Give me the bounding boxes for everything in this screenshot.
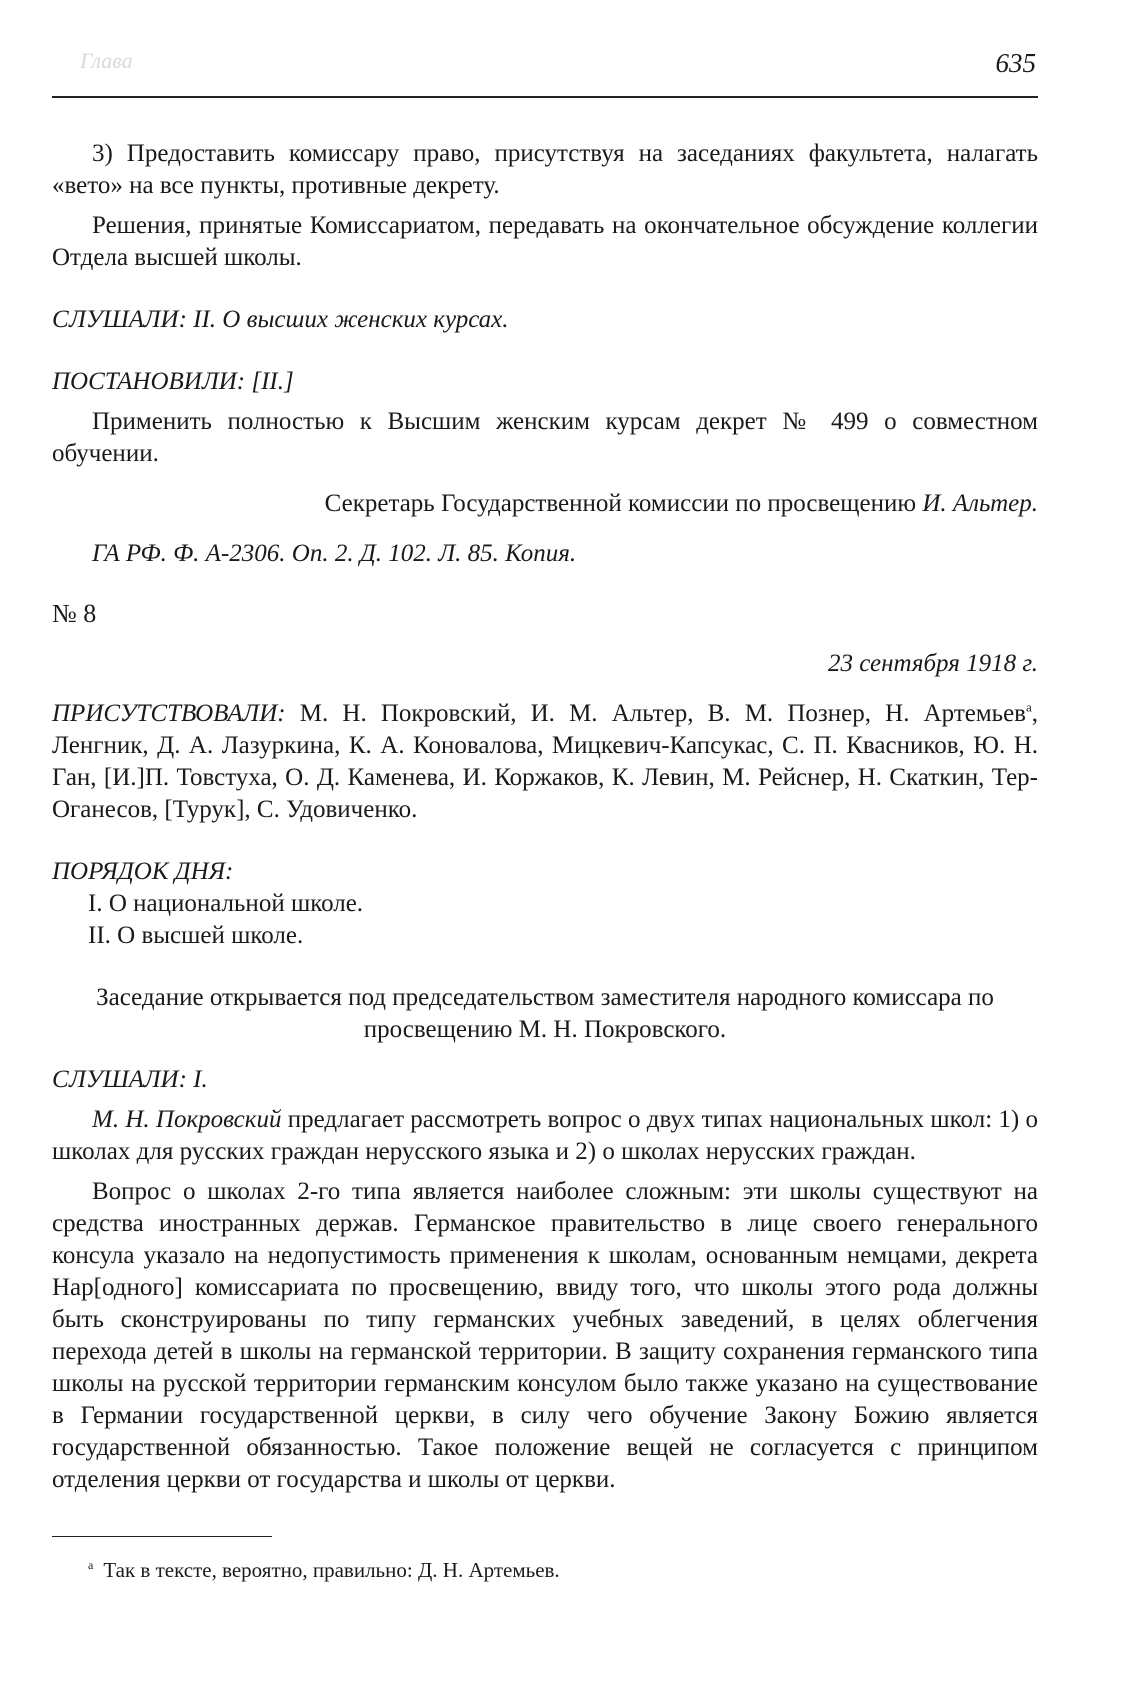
main-text xyxy=(52,138,1038,1496)
speaker-text: предлагает рассмотреть вопрос о двух типах национальных школ: 1) о школах для русских граждан нерусского языка и 2) о школах нерусских граждан. xyxy=(52,1106,1038,1165)
footnote-mark: а xyxy=(88,1558,94,1572)
paragraph-decisions: Решения, принятые Комиссариатом, передавать на окончательное обсуждение коллегии Отдела высшей школы. xyxy=(52,212,1038,271)
agenda-item: I. О национальной школе. xyxy=(88,890,364,917)
bleed-through-header: Глава xyxy=(80,48,133,73)
resolved-item-2: ПОСТАНОВИЛИ: [II.] xyxy=(52,368,294,395)
speaker-name: М. Н. Покровский xyxy=(92,1106,282,1133)
signature-name: И. Альтер. xyxy=(922,490,1038,517)
footnote-text: Так в тексте, вероятно, правильно: Д. Н. Артемьев. xyxy=(103,1558,560,1582)
paragraph-veto: 3) Предоставить комиссару право, присутствуя на заседаниях факультета, налагать «вето» на все пункты, противные декрету. xyxy=(52,140,1038,199)
header-rule xyxy=(52,96,1038,98)
heard-item-1: СЛУШАЛИ: I. xyxy=(52,1066,208,1093)
footnote-rule xyxy=(52,1536,272,1537)
attendees xyxy=(52,698,1038,826)
attendees-part1: М. Н. Покровский, И. М. Альтер, В. М. Познер, Н. Артемьев xyxy=(285,700,1026,727)
footnote-ref: а xyxy=(1025,699,1032,715)
signature xyxy=(52,488,1038,520)
meeting-opening: Заседание открывается под председательством заместителя народного комиссара по просвещению М. Н. Покровского. xyxy=(96,984,994,1043)
page-number: 635 xyxy=(995,48,1036,78)
document-date: 23 сентября 1918 г. xyxy=(827,650,1038,677)
document-number: № 8 xyxy=(52,599,97,628)
agenda-title: ПОРЯДОК ДНЯ: xyxy=(52,858,234,885)
footnote xyxy=(88,1556,560,1584)
paragraph-womens-courses: Применить полностью к Высшим женским курсам декрет № 499 о совместном обучении. xyxy=(52,408,1038,467)
paragraph-national-schools xyxy=(52,1104,1038,1168)
heard-item-2: СЛУШАЛИ: II. О высших женских курсах. xyxy=(52,306,509,333)
attendees-label: ПРИСУТСТВОВАЛИ: xyxy=(52,700,286,727)
attendees-part2: , Ленгник, Д. А. Лазуркина, К. А. Коновалова, Мицкевич-Капсукас, С. П. Квасников, Ю. Н. Ган, [И.]П. Товстуха, О. Д. Каменева, И. Коржаков, К. Левин, М. Рейснер, Н. Скаткин, Тер-Оганесов, [Турук], С. Удовиченко. xyxy=(52,700,1038,823)
signature-title: Секретарь Государственной комиссии по просвещению xyxy=(324,490,923,517)
archive-reference: ГА РФ. Ф. А-2306. Оп. 2. Д. 102. Л. 85. Копия. xyxy=(92,540,577,567)
paragraph-second-type-schools: Вопрос о школах 2-го типа является наиболее сложным: эти школы существуют на средства иностранных держав. Германское правительство в лице своего генерального консула указало на недопустимость применения к школам, основанным немцами, декрета Нар[одного] комиссариата по просвещению, ввиду того, что школы этого рода должны быть сконструированы по типу германских учебных заведений, в целях облегчения перехода детей в школы на германской территории. В защиту сохранения германского типа школы на русской территории германским консулом было также указано на существование в Германии государственной церкви, в силу чего обучение Закону Божию является государственной обязанностью. Такое положение вещей не согласуется с принципом отделения церкви от государства и школы от церкви. xyxy=(52,1178,1038,1493)
agenda-item: II. О высшей школе. xyxy=(88,922,304,949)
